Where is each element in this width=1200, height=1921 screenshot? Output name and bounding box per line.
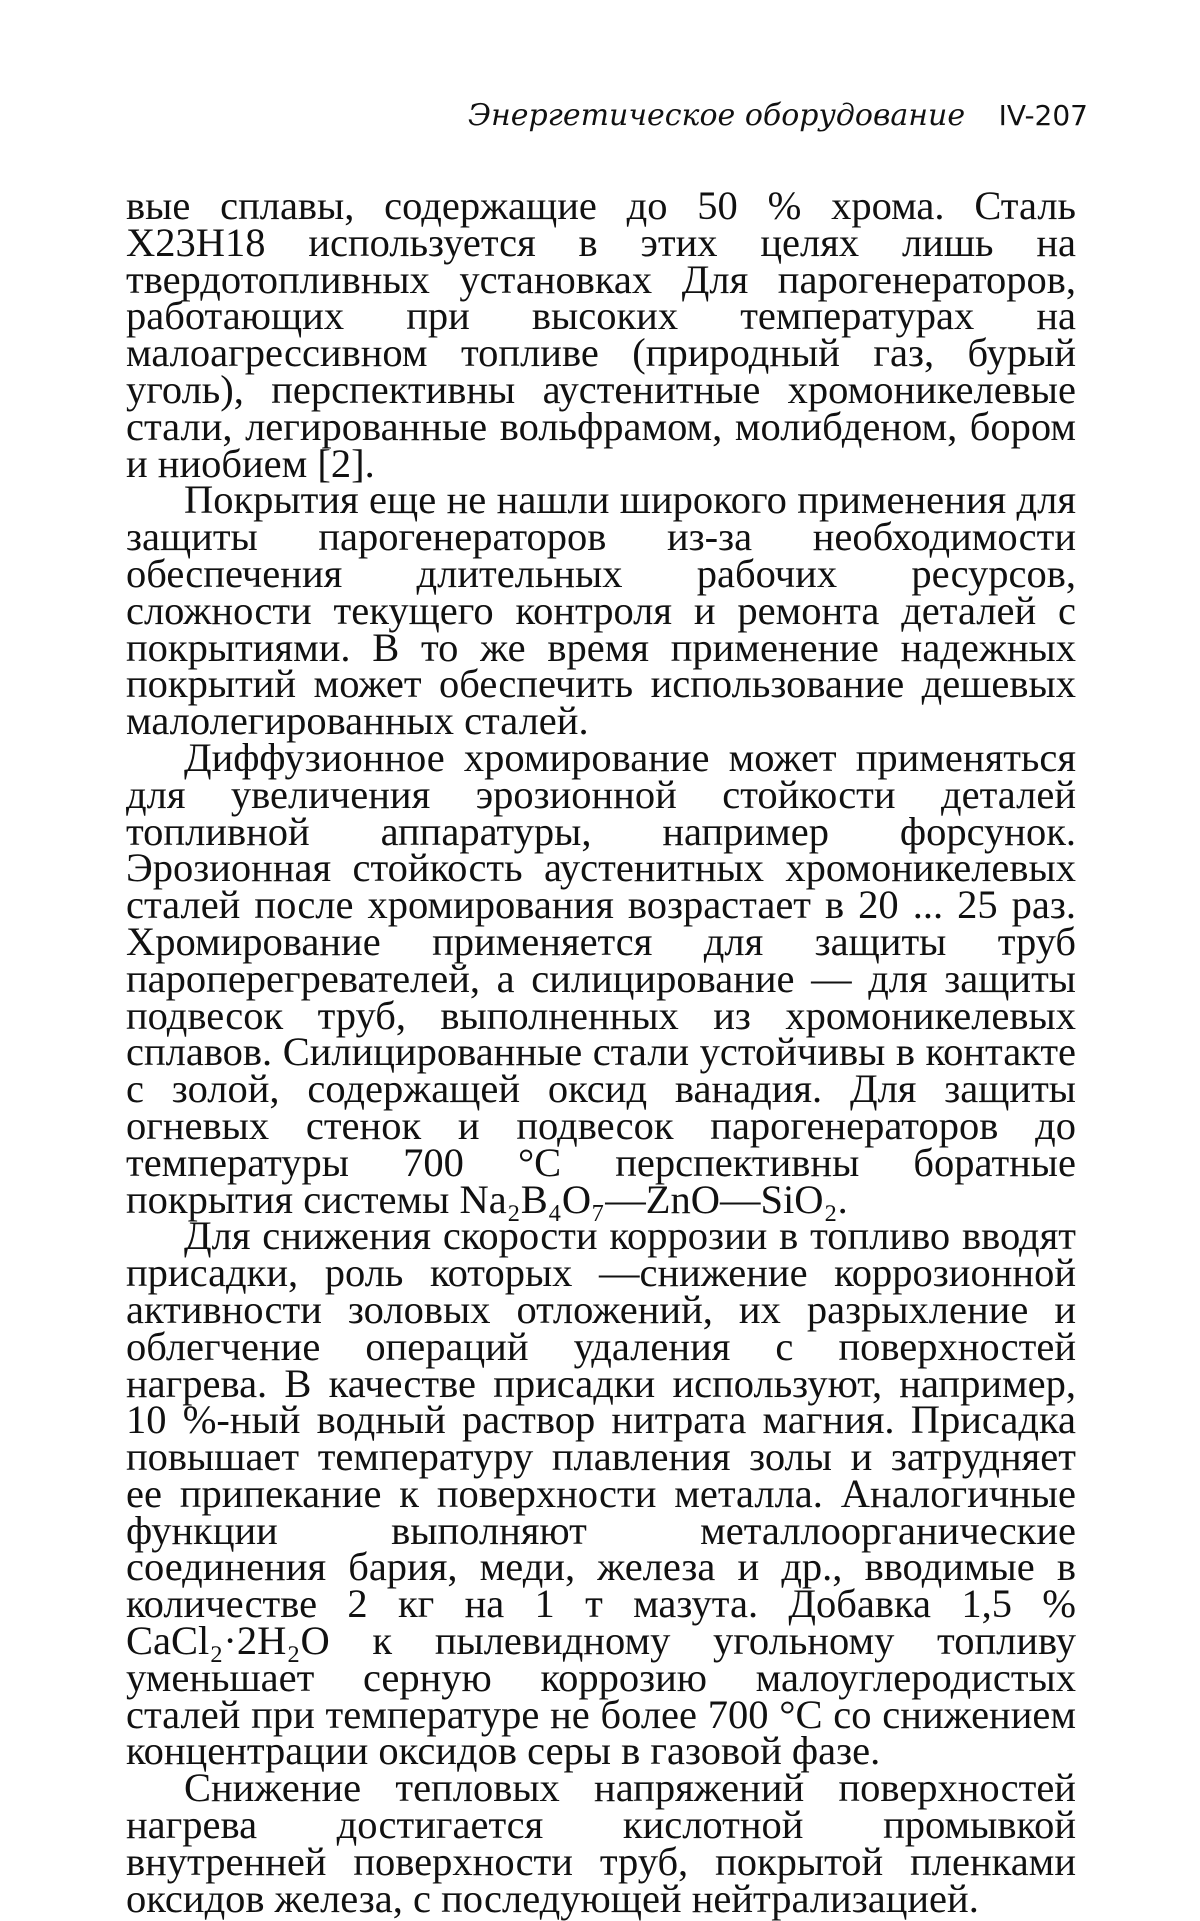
running-header-title: Энергетическое оборудование: [467, 98, 966, 133]
paragraph-thermal-stress: Снижение тепловых напряжений поверхностей нагрева достигается кислотной промывкой внутренней поверхности труб, покрытой пленками оксидов железа, с последующей нейтрализацией.: [126, 1765, 1076, 1921]
running-header: [112, 96, 1088, 136]
paragraph-chromizing: Диффузионное хромирование может применяться для увеличения эрозионной стойкости деталей топливной аппаратуры, например форсунок. Эрозионная стойкость аустенитных хромоникелевых сталей после хромирования возрастает в 20 ... 25 раз. Хромирование применяется для защиты труб пароперегревателей, а силицирование — для защиты подвесок труб, выполненных из хромоникелевых сплавов. Силицированные стали устойчивы в контакте с золой, содержащей оксид ванадия. Для защиты огневых стенок и подвесок парогенераторов до температуры 700 °С перспективны боратные покрытия системы Na₂B₄O₇—ZnO—SiO₂.: [126, 734, 1076, 1222]
body-text: [126, 183, 1076, 1921]
paragraph-continuation: вые сплавы, содержащие до 50 % хрома. Сталь Х23Н18 используется в этих целях лишь на твердотопливных установках Для парогенераторов, работающих при высоких температурах на малоагрессивном топливе (природный газ, бурый уголь), перспективны аустенитные хромоникелевые стали, легированные вольфрамом, молибденом, бором и ниобием [2].: [126, 183, 1076, 486]
paragraph-coatings: Покрытия еще не нашли широкого применения для защиты парогенераторов из-за необходимости обеспечения длительных рабочих ресурсов, сложности текущего контроля и ремонта деталей с покрытиями. В то же время применение надежных покрытий может обеспечить использование дешевых малолегированных сталей.: [126, 477, 1076, 744]
paragraph-additives: Для снижения скорости коррозии в топливо вводят присадки, роль которых —снижение коррозионной активности золовых отложений, их разрыхление и облегчение операций удаления с поверхностей нагрева. В качестве присадки используют, например, 10 %-ный водный раствор нитрата магния. Присадка повышает температуру плавления золы и затрудняет ее припекание к поверхности металла. Аналогичные функции выполняют металлоорганические соединения бария, меди, железа и др., вводимые в количестве 2 кг на 1 т мазута. Добавка 1,5 % CaCl₂·2H₂O к пылевидному угольному топливу уменьшает серную коррозию малоуглеродистых сталей при температуре не более 700 °С со снижением концентрации оксидов серы в газовой фазе.: [126, 1213, 1076, 1774]
page-number: IV-207: [998, 99, 1088, 132]
